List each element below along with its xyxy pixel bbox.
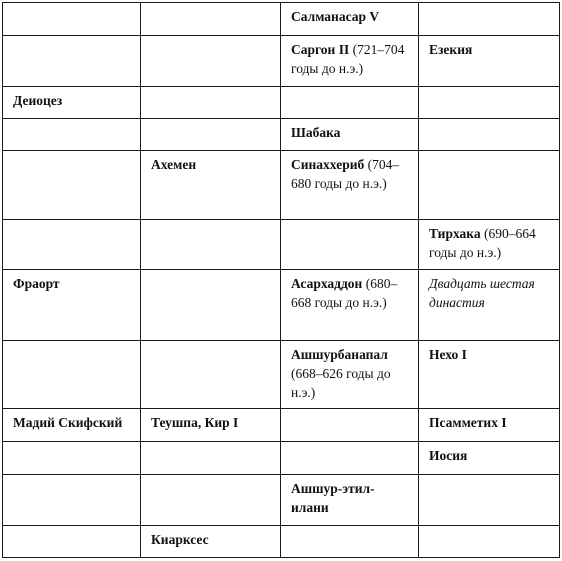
cell-text: Теушпа, Кир I	[151, 415, 239, 430]
table-cell	[419, 3, 560, 36]
table-cell	[3, 442, 141, 475]
table-cell	[141, 475, 281, 526]
table-row	[3, 409, 560, 442]
table-cell	[141, 119, 281, 151]
table-cell	[281, 409, 419, 442]
cell-name: Асархаддон	[291, 276, 363, 291]
table-cell	[3, 36, 141, 87]
table-row	[3, 36, 560, 87]
cell-text: Мадий Скифский	[13, 415, 123, 430]
table-cell	[141, 442, 281, 475]
table-cell	[419, 119, 560, 151]
cell-note: (721–704 годы до н.э.)	[291, 42, 405, 76]
cell-note: (680–668 годы до н.э.)	[291, 276, 398, 310]
table-cell	[141, 341, 281, 409]
cell-name: Саргон II	[291, 42, 350, 57]
cell-note: (690–664 годы до н.э.)	[429, 226, 536, 260]
table-cell	[3, 341, 141, 409]
cell-note: (668–626 годы до н.э.)	[291, 366, 391, 400]
cell-italic-text: Двадцать шестая династия	[429, 276, 535, 310]
cell-name: Псамметих I	[429, 415, 507, 430]
table-row	[3, 220, 560, 270]
table-cell	[281, 526, 419, 558]
table-row	[3, 526, 560, 558]
cell-name: Езекия	[429, 42, 473, 57]
table-cell	[141, 36, 281, 87]
cell-name: Нехо I	[429, 347, 467, 362]
cell-text: Фраорт	[13, 276, 60, 291]
chronology-table	[2, 2, 560, 558]
cell-text: Киарксес	[151, 532, 209, 547]
table-cell	[141, 526, 281, 558]
table-row	[3, 475, 560, 526]
table-cell	[3, 87, 141, 119]
table-row	[3, 270, 560, 341]
table-cell	[281, 36, 419, 87]
table-cell	[281, 220, 419, 270]
table-cell	[281, 151, 419, 220]
table-cell	[281, 87, 419, 119]
table-cell	[419, 36, 560, 87]
table-cell	[281, 475, 419, 526]
cell-name: Ашшурбанапал	[291, 347, 388, 362]
table-cell	[419, 475, 560, 526]
table-row	[3, 119, 560, 151]
table-cell	[3, 3, 141, 36]
table-cell	[141, 270, 281, 341]
table-row	[3, 3, 560, 36]
table-row	[3, 442, 560, 475]
cell-name: Шабака	[291, 125, 341, 140]
table-cell	[281, 119, 419, 151]
table-cell	[141, 151, 281, 220]
table-cell	[3, 409, 141, 442]
table-cell	[281, 442, 419, 475]
cell-name: Ашшур-этил-илани	[291, 481, 375, 515]
table-cell	[281, 270, 419, 341]
cell-name: Тирхака	[429, 226, 481, 241]
table-cell	[3, 270, 141, 341]
table-row	[3, 341, 560, 409]
table-cell	[3, 475, 141, 526]
table-cell	[141, 220, 281, 270]
table-cell	[281, 3, 419, 36]
cell-note: (704–680 годы до н.э.)	[291, 157, 400, 191]
table-row	[3, 151, 560, 220]
cell-name: Синаххериб	[291, 157, 365, 172]
table-row	[3, 87, 560, 119]
cell-text: Деиоцез	[13, 93, 63, 108]
table-cell	[3, 119, 141, 151]
table-cell	[419, 151, 560, 220]
cell-name: Салманасар V	[291, 9, 380, 24]
table-cell	[419, 341, 560, 409]
table-cell	[419, 220, 560, 270]
table-cell	[419, 87, 560, 119]
table-cell	[141, 87, 281, 119]
table-cell	[141, 409, 281, 442]
table-cell	[419, 270, 560, 341]
table-cell	[3, 526, 141, 558]
cell-name: Иосия	[429, 448, 468, 463]
table-cell	[281, 341, 419, 409]
table-cell	[419, 526, 560, 558]
table-cell	[3, 220, 141, 270]
cell-text: Ахемен	[151, 157, 197, 172]
table-cell	[141, 3, 281, 36]
table-cell	[3, 151, 141, 220]
table-cell	[419, 409, 560, 442]
table-cell	[419, 442, 560, 475]
